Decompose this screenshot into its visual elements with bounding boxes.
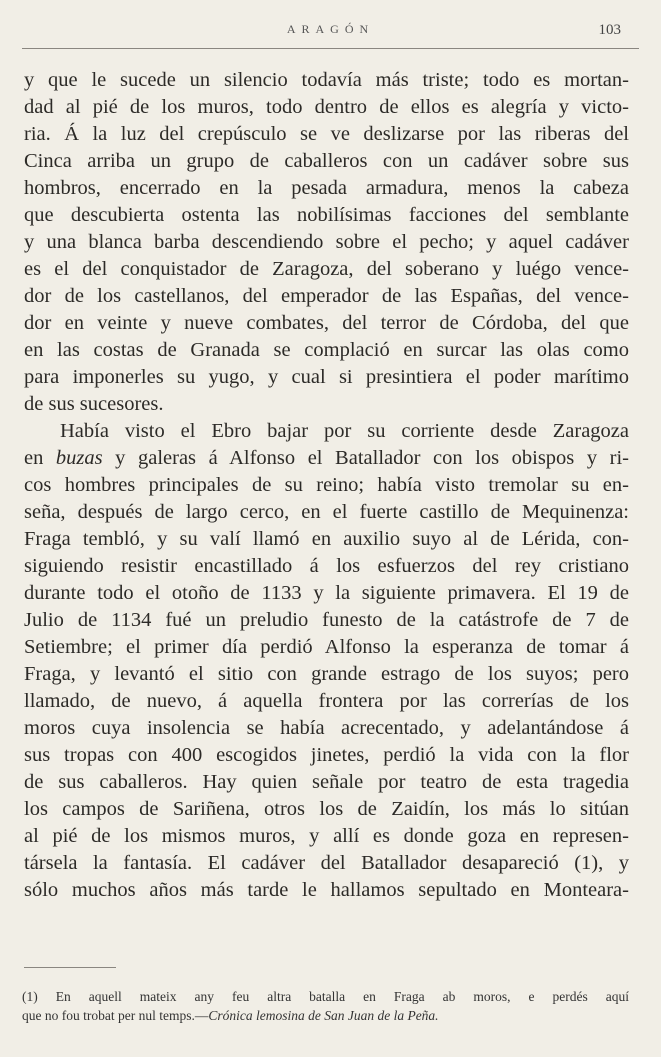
footnote-text: que no fou trobat per nul temps.— bbox=[22, 1008, 209, 1023]
text-line: que descubierta ostenta las nobilísimas facciones del semblante bbox=[24, 204, 629, 226]
text-line: cos hombres principales de su reino; había visto tremolar su en- bbox=[24, 474, 629, 496]
text-line bbox=[24, 445, 629, 472]
text-line: ria. Á la luz del crepúsculo se ve deslizarse por las riberas del bbox=[24, 123, 629, 145]
text-line: para imponerles su yugo, y cual si presintiera el poder marítimo bbox=[24, 366, 629, 388]
text-line: y que le sucede un silencio todavía más triste; todo es mortan- bbox=[24, 69, 629, 91]
text-line: sólo muchos años más tarde le hallamos sepultado en Monteara- bbox=[24, 879, 629, 901]
body-text bbox=[24, 67, 629, 904]
italic-term: buzas bbox=[55, 447, 103, 469]
text-line: de sus sucesores. bbox=[24, 393, 164, 415]
text-line: Cinca arriba un grupo de caballeros con un cadáver sobre sus bbox=[24, 150, 629, 172]
text-line: Fraga tembló, y su valí llamó en auxilio suyo al de Lérida, con- bbox=[24, 528, 629, 550]
text-line: dor de los castellanos, del emperador de las Españas, del vence- bbox=[24, 285, 629, 307]
text-line: llamado, de nuevo, á aquella frontera por las correrías de los bbox=[24, 690, 629, 712]
footnote-line bbox=[22, 1006, 629, 1025]
text-line: dor en veinte y nueve combates, del terror de Córdoba, del que bbox=[24, 312, 629, 334]
text-line: al pié de los mismos muros, y allí es donde goza en represen- bbox=[24, 825, 629, 847]
footnote bbox=[22, 987, 629, 1025]
text-line: en las costas de Granada se complació en surcar las olas como bbox=[24, 339, 629, 361]
text-line: moros cuya insolencia se había acrecentado, y adelantándose á bbox=[24, 717, 629, 739]
header-rule bbox=[22, 48, 639, 49]
text-run: en bbox=[24, 447, 56, 469]
text-line: társela la fantasía. El cadáver del Batallador desapareció (1), y bbox=[24, 852, 629, 874]
text-line: Había visto el Ebro bajar por su corriente desde Zaragoza bbox=[60, 420, 629, 442]
text-line: siguiendo resistir encastillado á los esfuerzos del rey cristiano bbox=[24, 555, 629, 577]
paragraph-1 bbox=[24, 67, 629, 418]
page-number: 103 bbox=[598, 22, 621, 38]
text-line: hombros, encerrado en la pesada armadura, menos la cabeza bbox=[24, 177, 629, 199]
running-title: ARAGÓN bbox=[286, 22, 375, 36]
text-line: los campos de Sariñena, otros los de Zaidín, los más lo sitúan bbox=[24, 798, 629, 820]
text-line: es el del conquistador de Zaragoza, del soberano y luégo vence- bbox=[24, 258, 629, 280]
text-line: Julio de 1134 fué un preludio funesto de la catástrofe de 7 de bbox=[24, 609, 629, 631]
paragraph-2 bbox=[24, 418, 629, 904]
text-line: y una blanca barba descendiendo sobre el pecho; y aquel cadáver bbox=[24, 231, 629, 253]
footnote-source: Crónica lemosina de San Juan de la Peña. bbox=[208, 1008, 439, 1023]
text-line: sus tropas con 400 escogidos jinetes, perdió la vida con la flor bbox=[24, 744, 629, 766]
text-run: y galeras á Alfonso el Batallador con los obispos y ri- bbox=[102, 447, 629, 469]
footnote-rule bbox=[24, 967, 116, 968]
text-line: seña, después de largo cerco, en el fuerte castillo de Mequinenza: bbox=[24, 501, 629, 523]
text-line: durante todo el otoño de 1133 y la siguiente primavera. El 19 de bbox=[24, 582, 629, 604]
running-head bbox=[22, 20, 639, 50]
footnote-line: (1) En aquell mateix any feu altra batalla en Fraga ab moros, e perdés aquí bbox=[22, 989, 629, 1004]
text-line: dad al pié de los muros, todo dentro de ellos es alegría y victo- bbox=[24, 96, 629, 118]
text-line: Setiembre; el primer día perdió Alfonso la esperanza de tomar á bbox=[24, 636, 629, 658]
text-line: Fraga, y levantó el sitio con grande estrago de los suyos; pero bbox=[24, 663, 629, 685]
text-line: de sus caballeros. Hay quien señale por teatro de esta tragedia bbox=[24, 771, 629, 793]
